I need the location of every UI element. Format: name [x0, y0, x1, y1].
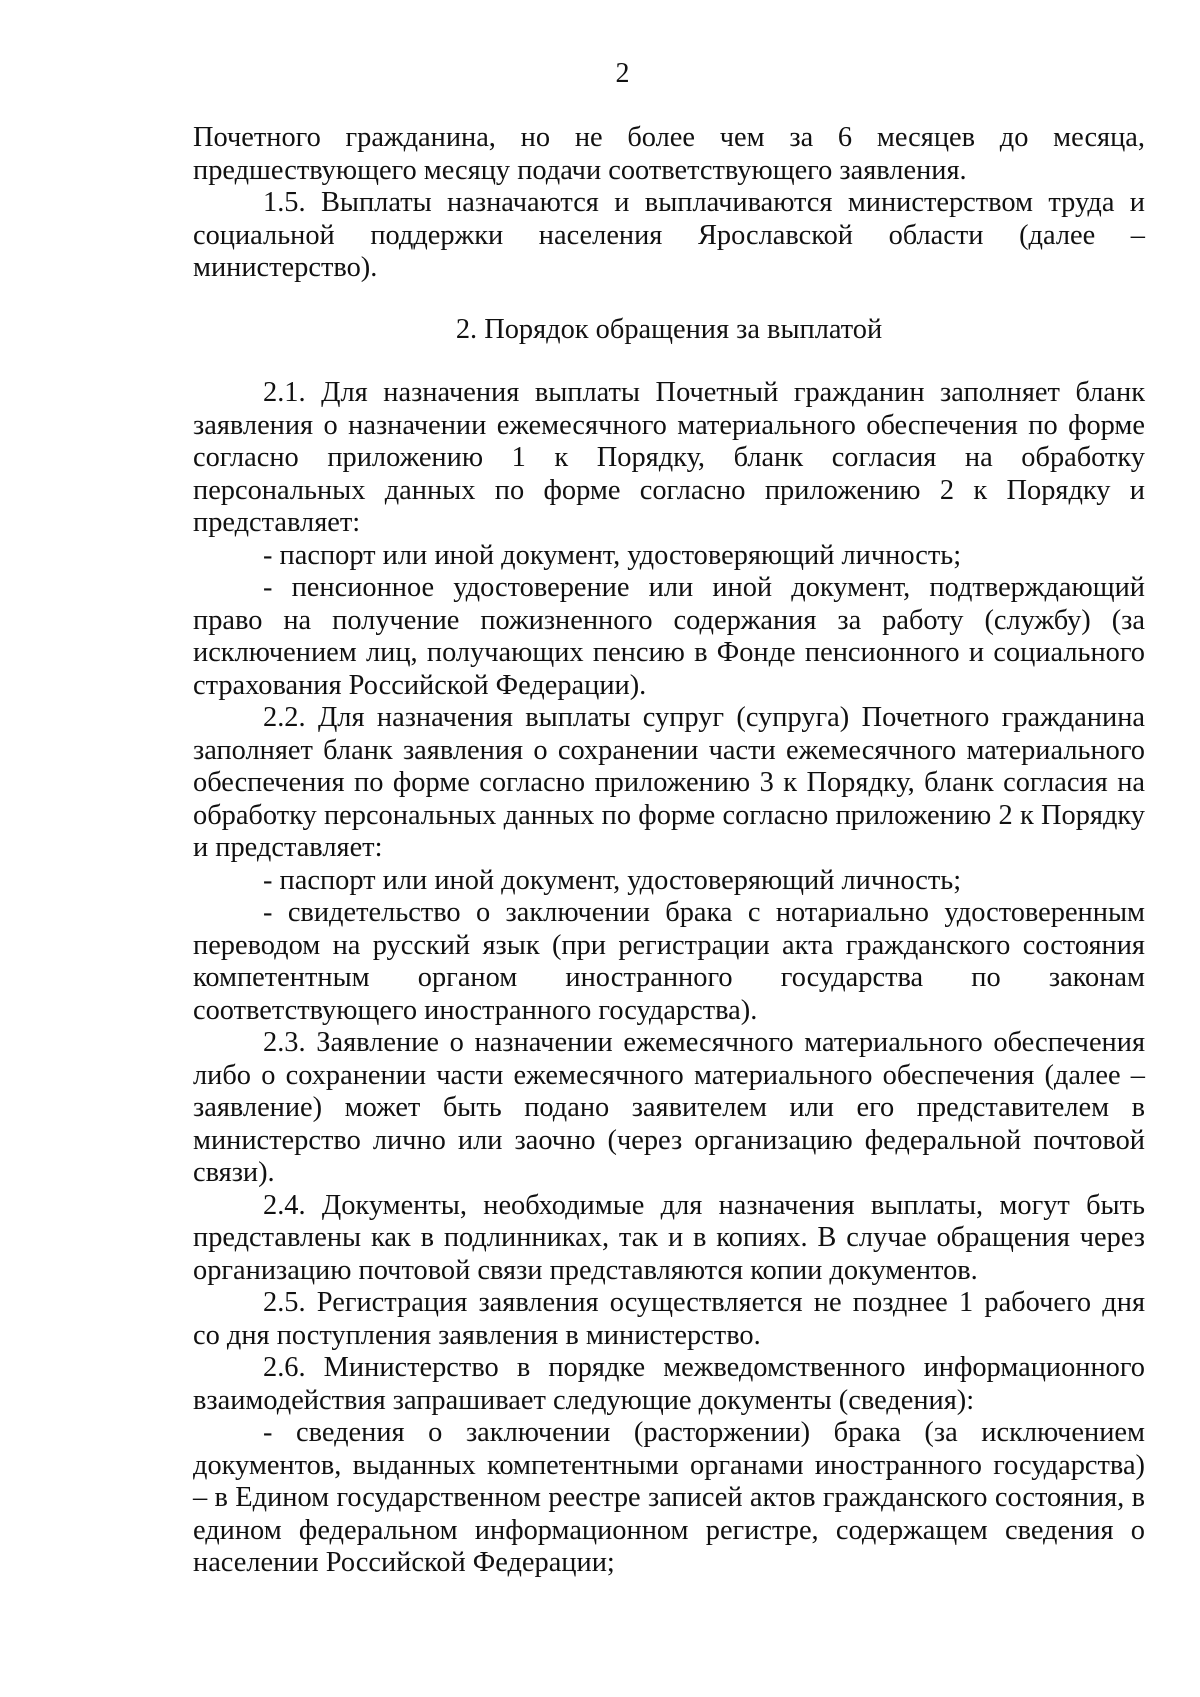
document-body [193, 122, 1145, 1580]
paragraph-continuation: Почетного гражданина, но не более чем за 6 месяцев до месяца, предшествующего месяцу подачи соответствующего заявления. [193, 122, 1145, 186]
paragraph-2-1: 2.1. Для назначения выплаты Почетный гражданин заполняет бланк заявления о назначении ежемесячного материального обеспечения по форме согласно приложению 1 к Порядку, бланк согласия на обработку персональных данных по форме согласно приложению 2 к Порядку и представляет: [193, 377, 1145, 538]
paragraph-2-6: 2.6. Министерство в порядке межведомственного информационного взаимодействия запрашивает следующие документы (сведения): [193, 1352, 1145, 1416]
list-item-passport: - паспорт или иной документ, удостоверяющий личность; [263, 539, 962, 571]
paragraph-2-4: 2.4. Документы, необходимые для назначения выплаты, могут быть представлены как в подлинниках, так и в копиях. В случае обращения через организацию почтовой связи представляются копии документов. [193, 1189, 1145, 1286]
paragraph-2-5: 2.5. Регистрация заявления осуществляется не позднее 1 рабочего дня со дня поступления заявления в министерство. [193, 1287, 1145, 1351]
list-item-marriage-records: - сведения о заключении (расторжении) брака (за исключением документов, выданных компетентными органами иностранного государства) – в Едином государственном реестре записей актов гражданского состояния, в едином федеральном информационном регистре, содержащем сведения о населении Российской Федерации; [193, 1417, 1145, 1578]
section-heading: 2. Порядок обращения за выплатой [455, 313, 883, 345]
paragraph-2-3: 2.3. Заявление о назначении ежемесячного материального обеспечения либо о сохранении части ежемесячного материального обеспечения (далее – заявление) может быть подано заявителем или его представителем в министерство лично или заочно (через организацию федеральной почтовой связи). [193, 1027, 1145, 1188]
list-item-passport-spouse: - паспорт или иной документ, удостоверяющий личность; [263, 864, 962, 896]
paragraph-2-2: 2.2. Для назначения выплаты супруг (супруга) Почетного гражданина заполняет бланк заявления о сохранении части ежемесячного материального обеспечения по форме согласно приложению 3 к Порядку, бланк согласия на обработку персональных данных по форме согласно приложению 2 к Порядку и представляет: [193, 702, 1145, 863]
list-item-marriage-certificate: - свидетельство о заключении брака с нотариально удостоверенным переводом на русский язык (при регистрации акта гражданского состояния компетентным органом иностранного государства по законам соответствующего иностранного государства). [193, 897, 1145, 1026]
paragraph-1-5: 1.5. Выплаты назначаются и выплачиваются министерством труда и социальной поддержки населения Ярославской области (далее – министерство). [193, 187, 1145, 283]
list-item-pension-certificate: - пенсионное удостоверение или иной документ, подтверждающий право на получение пожизненного содержания за работу (службу) (за исключением лиц, получающих пенсию в Фонде пенсионного и социального страхования Российской Федерации). [193, 572, 1145, 701]
page-number: 2 [615, 58, 630, 89]
